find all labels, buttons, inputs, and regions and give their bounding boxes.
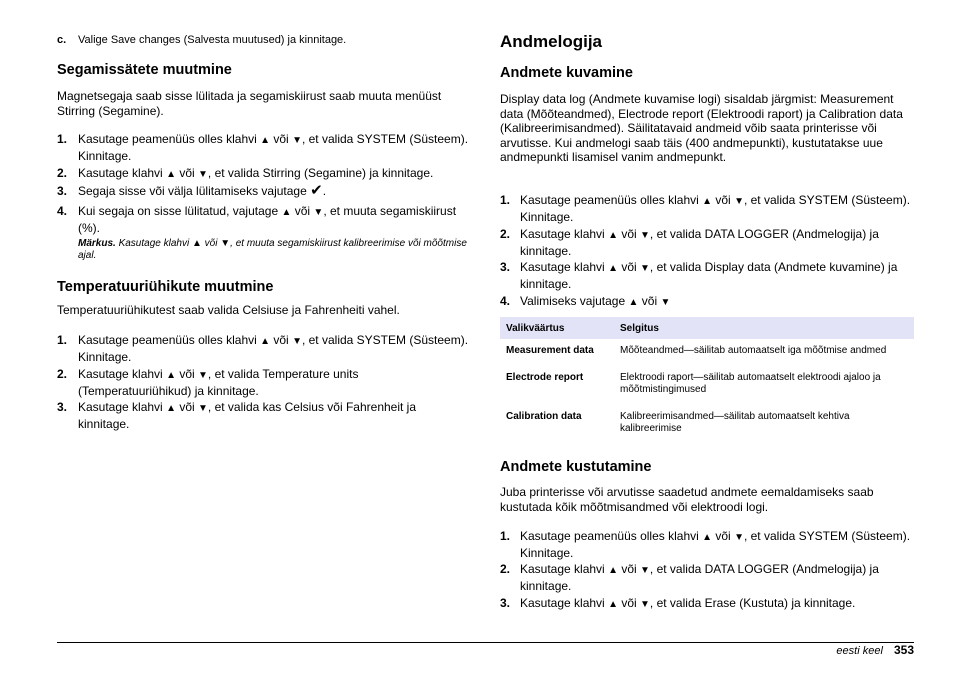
table-cell: Calibration data	[506, 410, 582, 422]
table-header: Valikväärtus	[500, 317, 614, 339]
data-view-heading: Andmete kuvamine	[500, 65, 633, 81]
up-arrow-icon: ▲	[608, 565, 618, 576]
down-arrow-icon: ▼	[734, 532, 744, 543]
up-arrow-icon: ▲	[702, 532, 713, 543]
up-arrow-icon: ▲	[281, 207, 292, 218]
up-arrow-icon: ▲	[260, 135, 271, 146]
table-row	[500, 339, 914, 362]
data-erase-heading: Andmete kustutamine	[500, 459, 652, 475]
down-arrow-icon: ▼	[198, 169, 208, 180]
footer-language: eesti keel	[836, 645, 883, 657]
table-cell: Kalibreerimisandmed—säilitab automaatselt kehtiva kalibreerimise	[620, 410, 850, 434]
stirring-intro: Magnetsegaja saab sisse lülitada ja segamiskiirust saab muuta menüüst Stirring (Segamine).	[57, 89, 442, 118]
data-view-step-1: 1. Kasutage peamenüüs olles klahvi ▲ või ▼, et valida SYSTEM (Süsteem). Kinnitage.	[500, 193, 911, 224]
up-arrow-icon: ▲	[191, 238, 202, 249]
down-arrow-icon: ▼	[220, 238, 231, 249]
data-erase-step-3: 3. Kasutage klahvi ▲ või ▼, et valida Erase (Kustuta) ja kinnitage.	[500, 596, 856, 610]
data-erase-intro: Juba printerisse või arvutisse saadetud andmete eemaldamiseks saab kustutada kõik mõõtmisandmed või elektroodi logi.	[500, 485, 874, 514]
table-row	[500, 362, 914, 401]
up-arrow-icon: ▲	[608, 263, 618, 274]
data-erase-step-2: 2. Kasutage klahvi ▲ või ▼, et valida DATA LOGGER (Andmelogija) ja kinnitage.	[500, 562, 879, 593]
temperature-intro: Temperatuuriühikutest saab valida Celsiuse ja Fahrenheiti vahel.	[57, 303, 400, 317]
down-arrow-icon: ▼	[640, 263, 650, 274]
down-arrow-icon: ▼	[640, 230, 650, 241]
check-icon: ✔	[310, 182, 323, 199]
table-cell: Electrode report	[506, 371, 584, 383]
down-arrow-icon: ▼	[734, 196, 744, 207]
down-arrow-icon: ▼	[292, 135, 302, 146]
up-arrow-icon: ▲	[166, 370, 176, 381]
options-table	[500, 317, 914, 440]
stirring-note: Märkus. Kasutage klahvi ▲ või ▼, et muuta segamiskiirust kalibreerimise või mõõtmise ajal.	[78, 238, 467, 261]
temperature-heading: Temperatuuriühikute muutmine	[57, 279, 274, 295]
data-view-step-2: 2. Kasutage klahvi ▲ või ▼, et valida DATA LOGGER (Andmelogija) ja kinnitage.	[500, 227, 879, 258]
up-arrow-icon: ▲	[628, 297, 639, 308]
page-footer	[836, 643, 914, 657]
down-arrow-icon: ▼	[640, 599, 650, 610]
step-c: c. Valige Save changes (Salvesta muutused) ja kinnitage.	[57, 34, 347, 46]
table-header: Selgitus	[614, 317, 914, 339]
stirring-heading: Segamissätete muutmine	[57, 62, 232, 78]
stirring-step-4: 4. Kui segaja on sisse lülitatud, vajutage ▲ või ▼, et muuta segamiskiirust (%).	[57, 204, 457, 235]
down-arrow-icon: ▼	[198, 403, 208, 414]
table-cell: Mõõteandmed—säilitab automaatselt iga mõõtmise andmed	[620, 345, 887, 356]
footer-divider	[57, 642, 914, 643]
up-arrow-icon: ▲	[166, 169, 176, 180]
temperature-step-3: 3. Kasutage klahvi ▲ või ▼, et valida kas Celsius või Fahrenheit ja kinnitage.	[57, 400, 417, 431]
up-arrow-icon: ▲	[702, 196, 713, 207]
page-number: 353	[893, 643, 914, 657]
data-view-intro: Display data log (Andmete kuvamise logi) sisaldab järgmist: Measurement data (Mõõteandmed), Electrode report (Elektroodi raport) ja Calibration data (Kalibreerimisandmed). Säilitatavaid andmeid võib saata printerisse või arvutisse. Kui andmelogi saab täis (400 andmepunkti), kustutatakse uue andmepunkti lisamisel vanim andmepunkt.	[500, 92, 903, 164]
table-cell: Measurement data	[506, 345, 594, 356]
down-arrow-icon: ▼	[660, 297, 671, 308]
up-arrow-icon: ▲	[166, 403, 176, 414]
page-title: Andmelogija	[500, 32, 603, 51]
stirring-step-2: 2. Kasutage klahvi ▲ või ▼, et valida Stirring (Segamine) ja kinnitage.	[57, 166, 434, 180]
data-erase-step-1: 1. Kasutage peamenüüs olles klahvi ▲ või ▼, et valida SYSTEM (Süsteem). Kinnitage.	[500, 529, 911, 560]
up-arrow-icon: ▲	[260, 336, 271, 347]
down-arrow-icon: ▼	[640, 565, 650, 576]
up-arrow-icon: ▲	[608, 230, 618, 241]
down-arrow-icon: ▼	[198, 370, 208, 381]
down-arrow-icon: ▼	[313, 207, 324, 218]
table-cell: Elektroodi raport—säilitab automaatselt elektroodi ajaloo ja mõõtmistingimused	[620, 371, 881, 395]
temperature-step-1: 1. Kasutage peamenüüs olles klahvi ▲ või ▼, et valida SYSTEM (Süsteem). Kinnitage.	[57, 333, 469, 364]
data-view-step-3: 3. Kasutage klahvi ▲ või ▼, et valida Display data (Andmete kuvamine) ja kinnitage.	[500, 260, 898, 291]
stirring-step-3: 3. Segaja sisse või välja lülitamiseks vajutage ✔.	[57, 182, 327, 199]
table-row	[500, 401, 914, 440]
down-arrow-icon: ▼	[292, 336, 302, 347]
stirring-step-1: 1. Kasutage peamenüüs olles klahvi ▲ või ▼, et valida SYSTEM (Süsteem). Kinnitage.	[57, 132, 469, 163]
data-view-step-4: 4. Valimiseks vajutage ▲ või ▼	[500, 294, 671, 308]
temperature-step-2: 2. Kasutage klahvi ▲ või ▼, et valida Temperature units (Temperatuuriühikud) ja kinnitage.	[57, 367, 359, 398]
table-header-row	[500, 317, 914, 339]
up-arrow-icon: ▲	[608, 599, 618, 610]
